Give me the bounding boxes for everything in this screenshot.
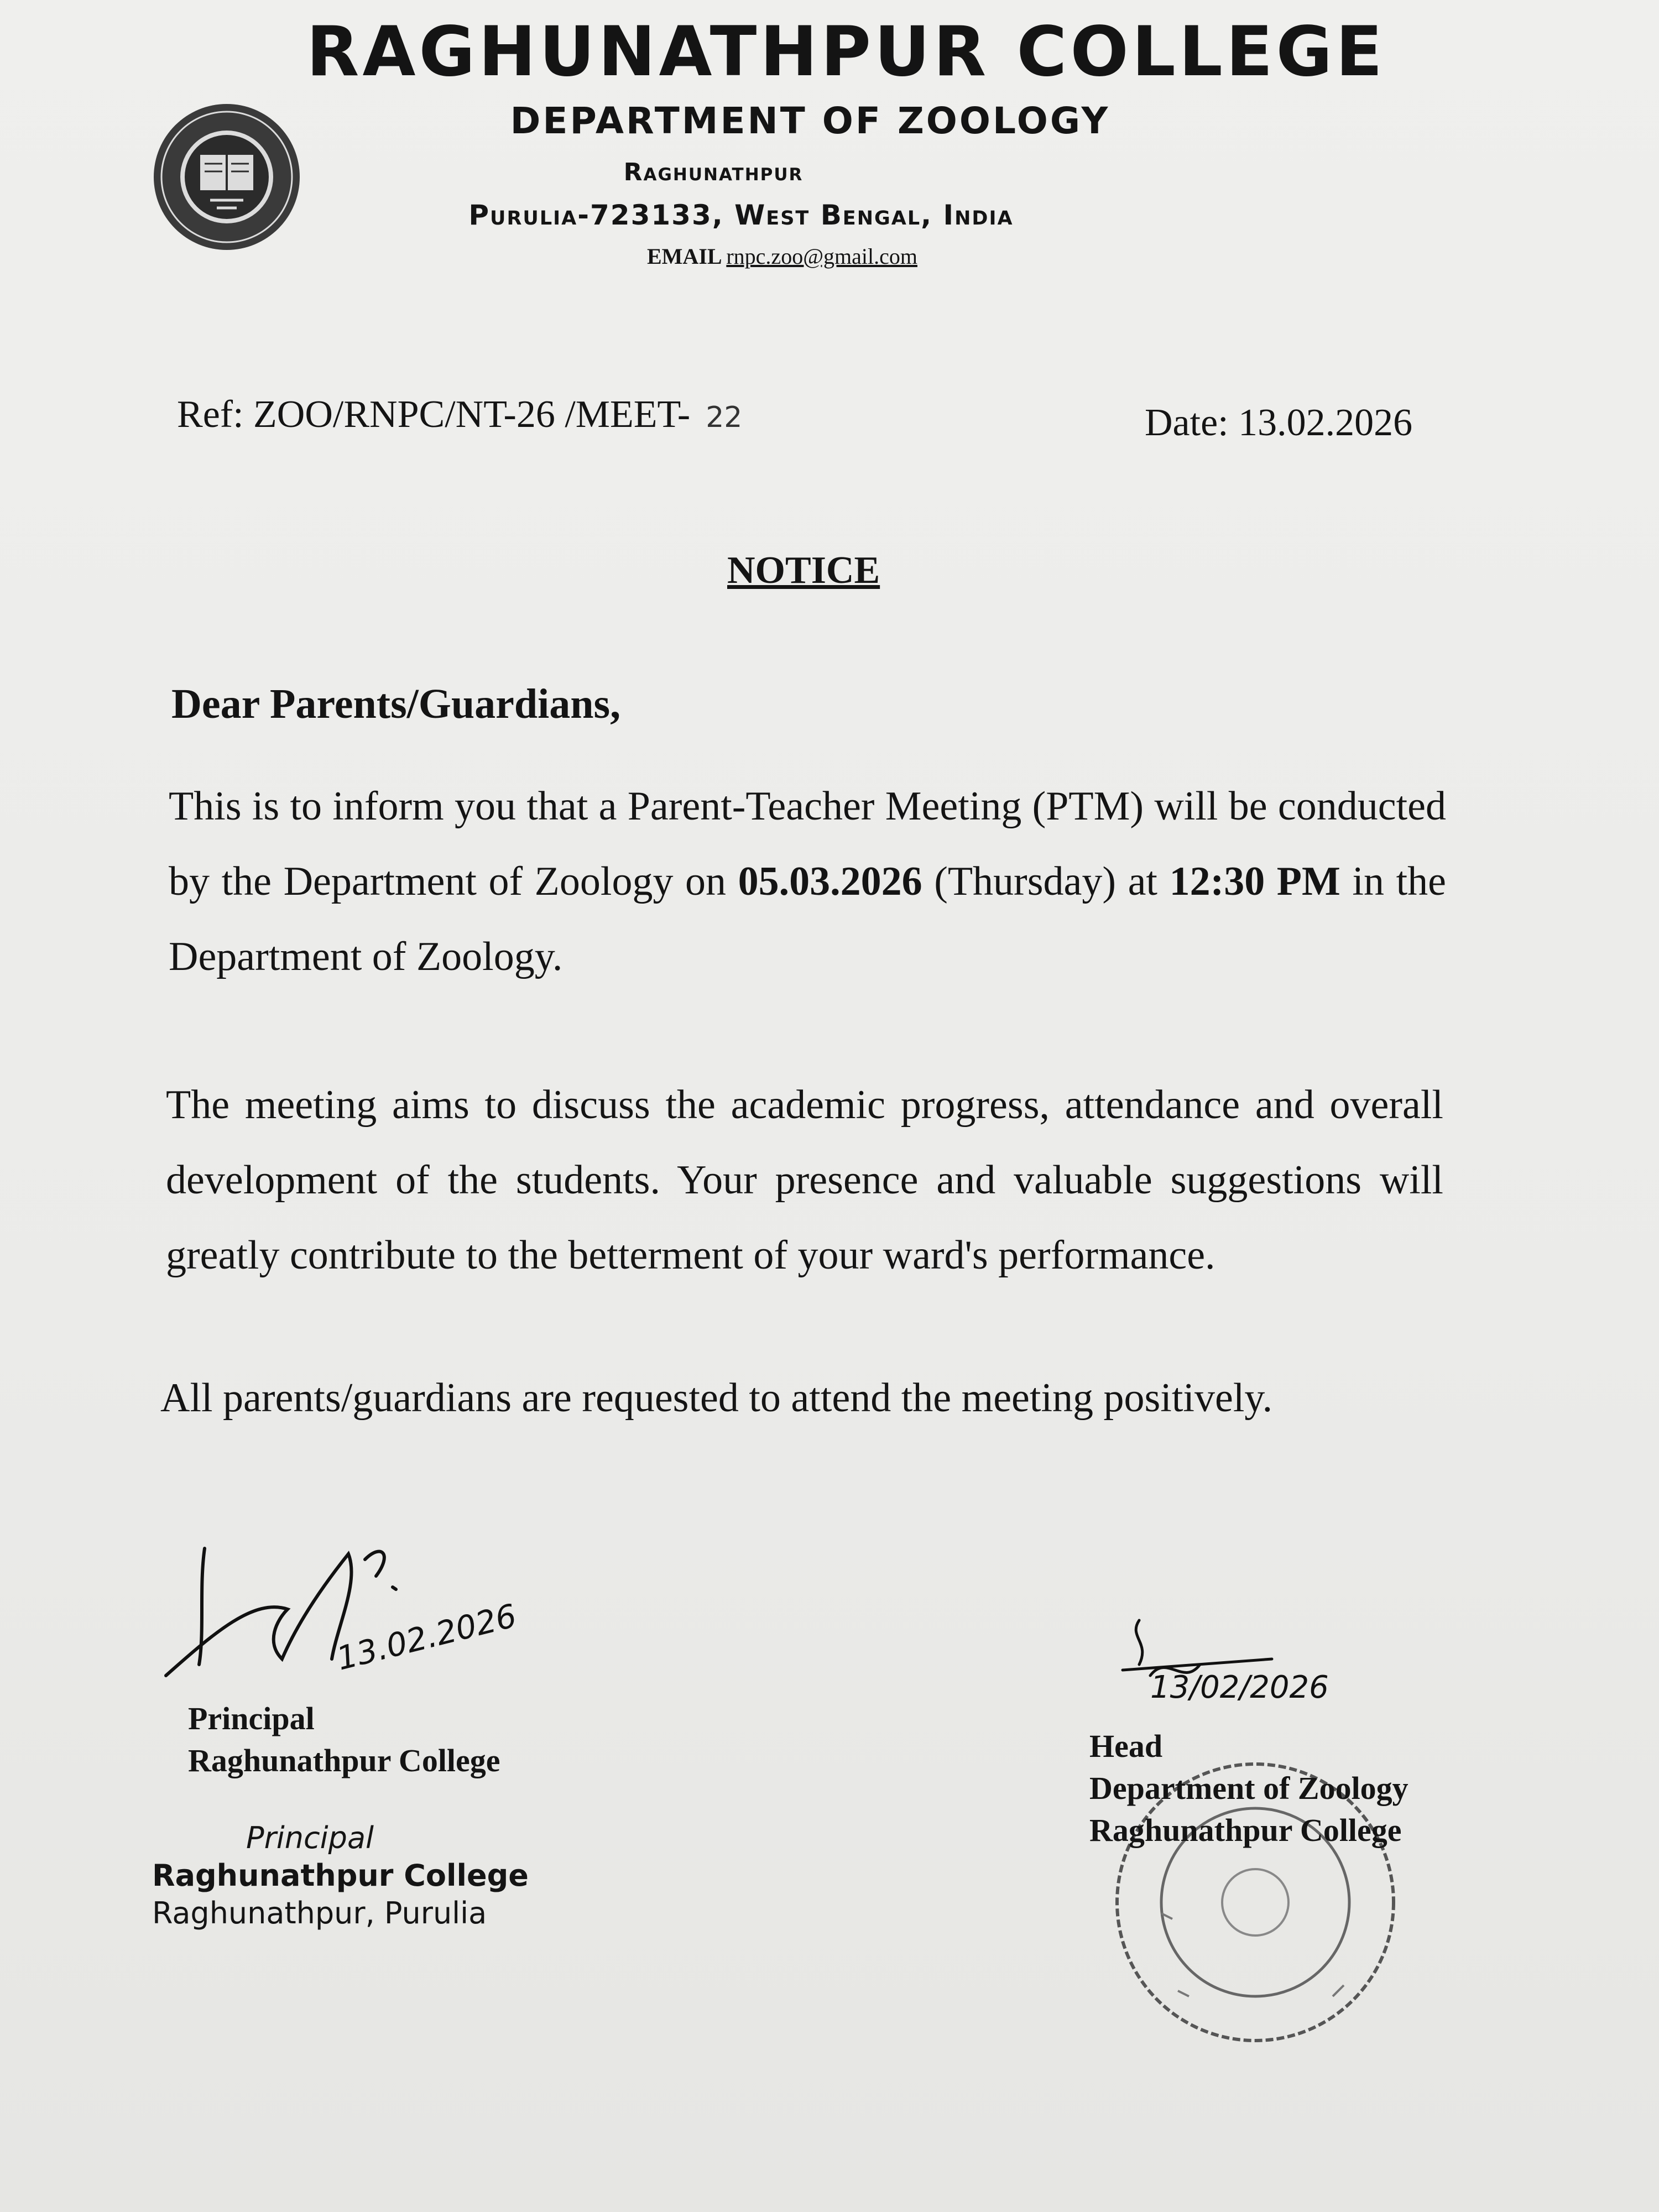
meeting-time: 12:30 PM	[1169, 859, 1340, 904]
head-handwritten-date: 13/02/2026	[1150, 1670, 1329, 1705]
principal-rubber-stamp	[152, 1819, 529, 1932]
p1-text-b: (Thursday) at	[922, 859, 1170, 904]
email-label: EMAIL	[647, 244, 721, 269]
college-town: Raghunathpur	[623, 158, 804, 186]
principal-handwritten-date: 13.02.2026	[332, 1597, 520, 1678]
department-name: DEPARTMENT OF ZOOLOGY	[510, 100, 1110, 142]
principal-college: Raghunathpur College	[188, 1743, 500, 1778]
principal-stamp-title: Principal	[246, 1820, 374, 1855]
head-title: Head	[1089, 1728, 1163, 1764]
principal-signature-block	[188, 1698, 500, 1782]
college-seal-icon	[149, 100, 304, 254]
p1-text-a: This is to inform you that a Parent-Teacher Meeting (PTM) will be conducted by the Department of Zoology on	[169, 784, 1446, 904]
principal-title: Principal	[188, 1700, 315, 1736]
salutation: Dear Parents/Guardians,	[171, 681, 621, 727]
college-name: RAGHUNATHPUR COLLEGE	[306, 12, 1386, 92]
principal-stamp-college: Raghunathpur College	[152, 1858, 529, 1893]
head-department: Department of Zoology	[1089, 1770, 1408, 1806]
paragraph-request: All parents/guardians are requested to attend the meeting positively.	[160, 1375, 1273, 1421]
reference-label: Ref: ZOO/RNPC/NT-26 /MEET-	[177, 393, 691, 436]
paragraph-meeting-details	[169, 769, 1446, 994]
email-line	[647, 243, 990, 269]
reference-number: 22	[706, 401, 743, 434]
p1-text-c: in the Department of Zoology.	[169, 859, 1446, 979]
head-signature-block	[1089, 1725, 1408, 1851]
head-college: Raghunathpur College	[1089, 1812, 1402, 1848]
college-address: Purulia-723133, West Bengal, India	[468, 199, 1014, 231]
notice-date: Date: 13.02.2026	[1145, 401, 1413, 444]
principal-stamp-place: Raghunathpur, Purulia	[152, 1896, 487, 1931]
head-signature	[1117, 1615, 1427, 1714]
principal-signature	[149, 1532, 592, 1698]
email-link[interactable]: rnpc.zoo@gmail.com	[726, 244, 917, 269]
reference-line	[177, 393, 742, 437]
notice-title: NOTICE	[727, 549, 880, 592]
paragraph-purpose: The meeting aims to discuss the academic progress, attendance and overall development of the students. Your presence and valuable suggestions will greatly contribute to the betterment of your ward's performance.	[166, 1082, 1443, 1278]
meeting-date: 05.03.2026	[738, 859, 922, 904]
